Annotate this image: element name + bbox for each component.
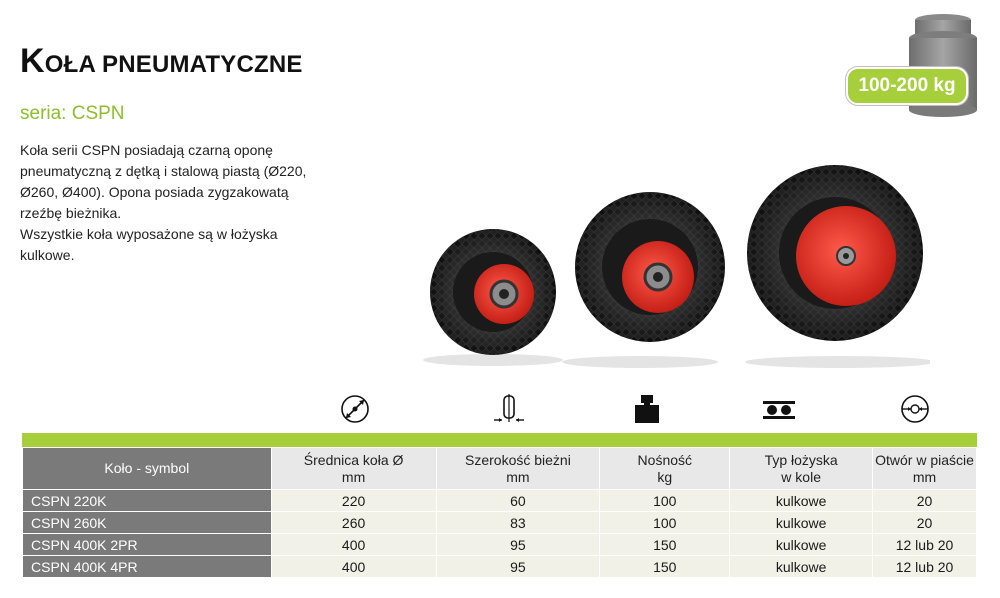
- description-p1: Koła serii CSPN posiadają czarną oponę pneumatyczną z dętką i stalową piastą (Ø220, Ø260, Ø400). Opona posiada zygzakowatą rzeźbę bieżnika.: [20, 142, 307, 221]
- page-title: [20, 42, 303, 81]
- cell-symbol: CSPN 220K: [23, 490, 272, 512]
- table-row: [23, 490, 977, 512]
- hub-bore-icon: [898, 392, 932, 426]
- cell-bearing: kulkowe: [730, 556, 873, 578]
- title-initial: K: [20, 42, 45, 80]
- description: [20, 140, 320, 266]
- cell-capacity: 100: [600, 512, 730, 534]
- cell-diameter: 220: [271, 490, 436, 512]
- table-row: [23, 534, 977, 556]
- cell-tread-width: 95: [436, 556, 600, 578]
- series-label: seria: CSPN: [20, 103, 125, 124]
- spec-icons-row: [0, 392, 1000, 428]
- cell-bearing: kulkowe: [730, 512, 873, 534]
- header-diameter: Średnica koła Ø mm: [271, 448, 436, 490]
- table-row: [23, 512, 977, 534]
- cell-hub-bore: 20: [873, 512, 977, 534]
- cell-symbol: CSPN 400K 2PR: [23, 534, 272, 556]
- cell-diameter: 400: [271, 556, 436, 578]
- description-p2: Wszystkie koła wyposażone są w łożyska kulkowe.: [20, 226, 278, 263]
- cell-tread-width: 95: [436, 534, 600, 556]
- tread-width-icon: [492, 392, 526, 426]
- cell-symbol: CSPN 400K 4PR: [23, 556, 272, 578]
- cell-hub-bore: 12 lub 20: [873, 556, 977, 578]
- accent-bar: [22, 433, 977, 447]
- bearing-type-icon: [762, 392, 796, 426]
- cell-capacity: 150: [600, 556, 730, 578]
- spec-table: [22, 447, 977, 578]
- wheels-image: [410, 140, 930, 370]
- cell-tread-width: 60: [436, 490, 600, 512]
- table-row: [23, 556, 977, 578]
- diameter-icon: [338, 392, 372, 426]
- table-header-row: [23, 448, 977, 490]
- cell-diameter: 260: [271, 512, 436, 534]
- cell-tread-width: 83: [436, 512, 600, 534]
- header-capacity: Nośność kg: [600, 448, 730, 490]
- cell-capacity: 150: [600, 534, 730, 556]
- cell-symbol: CSPN 260K: [23, 512, 272, 534]
- wheels-illustration: [410, 140, 930, 370]
- cell-bearing: kulkowe: [730, 534, 873, 556]
- cell-diameter: 400: [271, 534, 436, 556]
- weight-badge-group: [840, 10, 980, 120]
- cell-hub-bore: 20: [873, 490, 977, 512]
- header-tread-width: Szerokość bieżni mm: [436, 448, 600, 490]
- header-hub-bore: Otwór w piaście mm: [873, 448, 977, 490]
- cell-bearing: kulkowe: [730, 490, 873, 512]
- header-bearing: Typ łożyska w kole: [730, 448, 873, 490]
- cell-capacity: 100: [600, 490, 730, 512]
- header-symbol: Koło - symbol: [23, 448, 272, 490]
- cell-hub-bore: 12 lub 20: [873, 534, 977, 556]
- capacity-badge: 100-200 kg: [846, 67, 968, 105]
- load-capacity-icon: [630, 392, 664, 426]
- title-rest: OŁA PNEUMATYCZNE: [44, 51, 303, 78]
